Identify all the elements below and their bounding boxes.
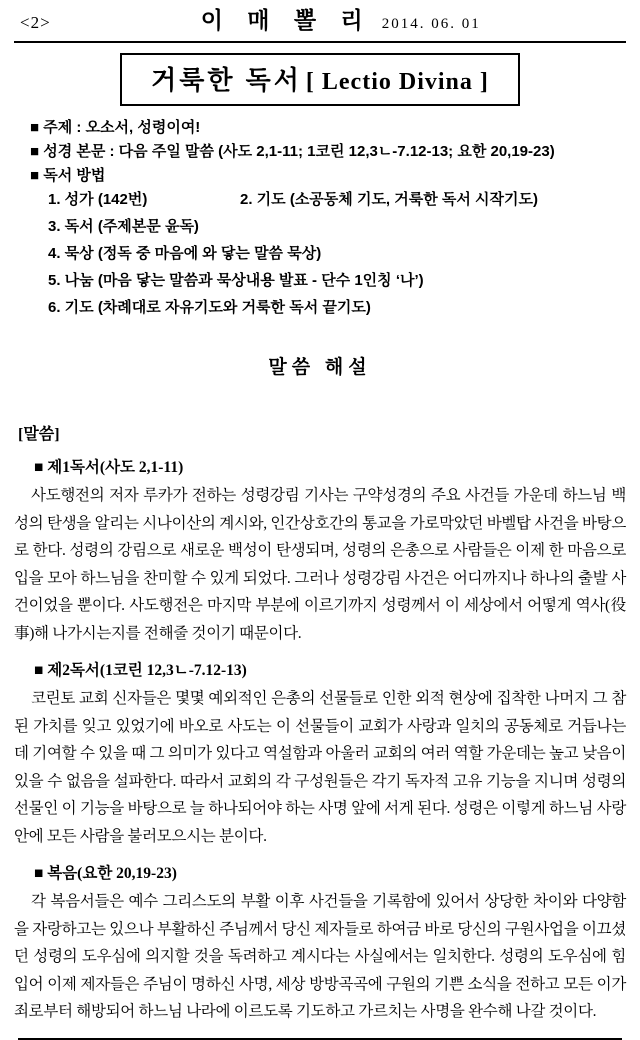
section-second-reading <box>14 658 626 850</box>
section-title: ■ 복음(요한 20,19-23) <box>34 865 177 883</box>
step-row <box>48 191 626 208</box>
page-number: <2> <box>20 13 51 32</box>
bottom-rule <box>18 1038 622 1040</box>
section-body: 각 복음서들은 예수 그리스도의 부활 이후 사건들을 기록함에 있어서 상당한 차이와 다양함을 자랑하고는 있으나 부활하신 주님께서 당신 제자들로 하여금 바로 당신의 구원사업을 이끄셨던 성령의 도우심에 의지할 것을 독려하고 계시다는 사실에서는 일치한다. 성령의 도우심에 힘입어 이제 제자들은 주님이 명하신 사명, 세상 방방곡곡에 구원의 기쁜 소식을 전하고 모든 이가 죄로부터 해방되어 하느님 나라에 이르도록 기도하고 가르치는 사명을 완수해 나갈 것이다. <box>14 893 626 1021</box>
section-title: ■ 제1독서(사도 2,1-11) <box>34 459 184 477</box>
step-item-1: 1. 성가 (142번) <box>48 191 148 209</box>
info-item-theme: ■ 주제 : 오소서, 성령이여! <box>30 119 201 137</box>
section-gospel <box>14 861 626 1026</box>
step-item-6: 6. 기도 (차례대로 자유기도와 거룩한 독서 끝기도) <box>48 299 371 317</box>
info-item-method: ■ 독서 방법 <box>30 167 106 185</box>
issue-date: 2014. 06. 01 <box>381 16 481 32</box>
page-header <box>14 6 626 43</box>
section-body: 코린토 교회 신자들은 몇몇 예외적인 은총의 선물들로 인한 외적 현상에 집착한 나머지 그 참된 가치를 잊고 있었기에 바오로 사도는 이 선물들이 교회가 사랑과 일치의 공동체로 거듭나는 데 기여할 수 있을 때 그 의미가 있다고 역설함과 아울러 교회의 여러 역할 가운데는 높고 낮음이 있을 수 없음을 설파한다. 따라서 교회의 각 구성원들은 각기 독자적 고유 기능을 지니며 성령의 선물인 이 기능을 바탕으로 늘 하나되어야 하는 사명 앞에 서게 된다. 성령은 이렇게 하느님 사랑 안에 모든 사람을 불러모으시는 분이다. <box>14 690 626 845</box>
info-list <box>14 119 626 184</box>
info-item-scripture: ■ 성경 본문 : 다음 주일 말씀 (사도 2,1-11; 1코린 12,3ㄴ-7.12-13; 요한 20,19-23) <box>30 143 555 161</box>
section-first-reading <box>14 455 626 647</box>
step-item-2: 2. 기도 (소공동체 기도, 거룩한 독서 시작기도) <box>240 191 539 209</box>
commentary-label: [말씀] <box>18 426 60 444</box>
step-item-3: 3. 독서 (주제본문 윤독) <box>48 218 199 236</box>
title-latin: [ Lectio Divina ] <box>305 69 489 96</box>
title-korean: 거룩한 독서 <box>151 65 302 96</box>
title-box <box>120 53 520 106</box>
commentary-heading: 말씀 해설 <box>268 357 372 379</box>
step-item-4: 4. 묵상 (정독 중 마음에 와 닿는 말씀 묵상) <box>48 245 322 263</box>
masthead: 이 매 뽈 리 <box>200 7 372 33</box>
section-body: 사도행전의 저자 루카가 전하는 성령강림 기사는 구약성경의 주요 사건들 가운데 하느님 백성의 탄생을 알리는 시나이산의 계시와, 인간상호간의 통교을 가로막았던 바벨탑 사건을 바탕으로 한다. 성령의 강림으로 새로운 백성이 탄생되며, 성령의 은총으로 사람들은 이제 한 마음으로 입을 모아 하느님을 찬미할 수 있게 되었다. 그러나 성령강림 사건은 어디까지나 하나의 출발 사건이었을 뿐이다. 사도행전은 마지막 부분에 이르기까지 성령께서 이 세상에서 어떻게 역사(役事)해 나가시는지를 전해줄 것이기 때문이다. <box>14 487 626 642</box>
section-title: ■ 제2독서(1코린 12,3ㄴ-7.12-13) <box>34 662 247 680</box>
method-steps <box>48 191 626 316</box>
step-item-5: 5. 나눔 (마음 닿는 말씀과 묵상내용 발표 - 단수 1인칭 ‘나’) <box>48 272 424 290</box>
